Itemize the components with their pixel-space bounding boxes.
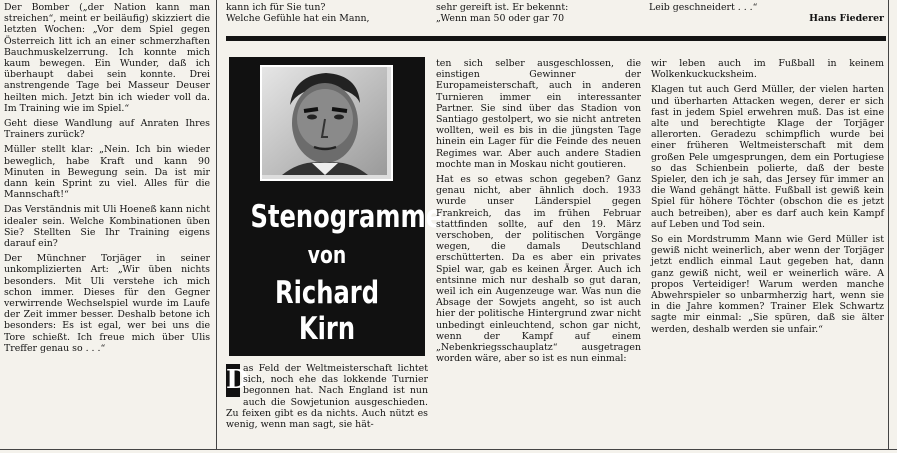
text-line: „Wenn man 50 oder gar 70 (436, 13, 565, 25)
bottom-divider (0, 449, 897, 450)
author-byline: Hans Fiederer (809, 13, 884, 24)
text-line: Welche Gefühle hat ein Mann, (226, 13, 370, 25)
text-line: kann ich für Sie tun? (226, 2, 326, 13)
paragraph: Klagen tut auch Gerd Müller, der vielen harten und überharten Attacken wegen, derer er sich fast in jedem Spiel erwehren muß. Das ist eine alte und berechtigte Klage der Torjäger allerorten. Geradezu schimpflich wurde bei einer früheren Weltmeisterschaft mit dem großen Pele umgesprungen, dem ein Portugiese so das Schienbein polierte, daß der beste Spieler, den ich je sah, das Jersey für immer an die Wand gehängt hätte. Fußball ist gewiß kein Spiel für höhere Töchter (obschon die es jetzt auch betreiben), aber es darf auch kein Kampf auf Leben und Tod sein. (651, 84, 884, 230)
paragraph: Der Münchner Torjäger in seiner unkomplizierten Art: „Wir üben nichts besonders. Mit Uli verstehe ich mich schon immer. Dieses für den Gegner verwirrende Wechselspiel wurde im Laufe der Zeit immer besser. Deshalb betone ich besonders: Es ist egal, wer bei uns die Tore schießt. Ich freue mich über Ulis Treffer genau so . . .“ (4, 253, 210, 354)
paragraph: Geht diese Wandlung auf Anraten Ihres Trainers zurück? (4, 118, 210, 141)
column-divider (888, 0, 889, 450)
drop-cap: D (226, 365, 249, 395)
paragraph: Müller stellt klar: „Nein. Ich bin wieder beweglich, habe Kraft und kann 90 Minuten in Bewegung sein. Da ist mir dann kein Sprint zu viel. Alles für die Mannschaft!“ (4, 144, 210, 201)
paragraph: wir leben auch im Fußball in keinem Wolkenkuckucksheim. (651, 58, 884, 81)
article-opening (226, 363, 428, 430)
paragraph: Hat es so etwas schon gegeben? Ganz genau nicht, aber ähnlich doch. 1933 wurde unser Länderspiel gegen Frankreich, das im frühen Februar stattfinden sollte, auf den 19. März verschoben, der politischen Vorgänge wegen, die damals Deutschland erschütterten. Da es aber ein privates Spiel war, gab es keinen Ärger. Auch ich entsinne mich nur deshalb so gut daran, weil ich ein Augenzeuge war. Was nun die Absage der Sowjets angeht, so ist auch hier der politische Hintergrund zwar nicht unbedingt einleuchtend, schon gar nicht, wenn der Kampf auf einem „Nebenkriegsschauplatz“ ausgetragen worden wäre, aber so ist es nun einmal: (436, 174, 641, 365)
section-rule (226, 36, 886, 41)
title-line: Richard Kirn (274, 275, 380, 347)
paragraph: Der Bomber („der Nation kann man streichen“, meint er beiläufig) skizziert die letzten Wochen: „Vor dem Spiel gegen Österreich litt ich an einer schmerzhaften Bauchmuskelzerrung. Ich konnte mich kaum bewegen. Ein Wunder, daß ich überhaupt dabei sein konnte. Drei anstrengende Tage bei Masseur Deuser heilten mich. Jetzt bin ich wieder voll da. Im Training wie im Spiel.“ (4, 2, 210, 114)
paragraph: So ein Mordstrumm Mann wie Gerd Müller ist gewiß nicht weinerlich, aber wenn der Torjäger jetzt endlich einmal Laut gegeben hat, dann ganz gewiß nicht, weil er weinerlich wäre. A propos Verteidiger! Warum werden manche Abwehrspieler so unbarmherzig hart, wenn sie in die Jahre kommen? Trainer Elek Schwartz sagte mir einmal: „Sie spüren, daß sie älter werden, deshalb werden sie unfair.“ (651, 234, 884, 335)
previous-article-tail (649, 2, 884, 13)
previous-article-tail (226, 2, 426, 24)
paragraph: as Feld der Weltmeisterschaft lichtet sich, noch ehe das lokkende Turnier begonnen hat. Nach England ist nun auch die Sowjetunion ausgeschieden. Zu feixen gibt es da nichts. Auch nützt es wenig, wenn man sagt, sie hät- (226, 363, 428, 431)
portrait-image (262, 67, 387, 175)
previous-article-tail (436, 2, 636, 24)
title-line: von (307, 241, 347, 269)
author-portrait (260, 65, 393, 181)
column-divider (216, 0, 217, 450)
paragraph: Das Verständnis mit Uli Hoeneß kann nicht idealer sein. Welche Kombinationen üben Sie? Stellten Sie Ihr Training eigens darauf ein? (4, 204, 210, 250)
column-header-block (229, 57, 443, 356)
article-column (651, 58, 884, 339)
article-column (436, 58, 641, 368)
text-line: sehr gereift ist. Er bekennt: (436, 2, 569, 13)
column-title (229, 199, 443, 347)
interview-column (4, 2, 210, 358)
text-line: Leib geschneidert . . .“ (649, 2, 758, 13)
paragraph: ten sich selber ausgeschlossen, die einstigen Gewinner der Europameisterschaft, auch in anderen Turnieren immer ein interessanter Partner. Sie sind über das Stadion von Santiago gestolpert, wo sie nicht antreten wollten, weil es bis in die jüngsten Tage hinein ein Lager für die Feinde des neuen Regimes war. Aber auch andere Stadien mochte man in Moskau nicht goutieren. (436, 58, 641, 170)
title-line: Stenogramme (250, 199, 443, 235)
